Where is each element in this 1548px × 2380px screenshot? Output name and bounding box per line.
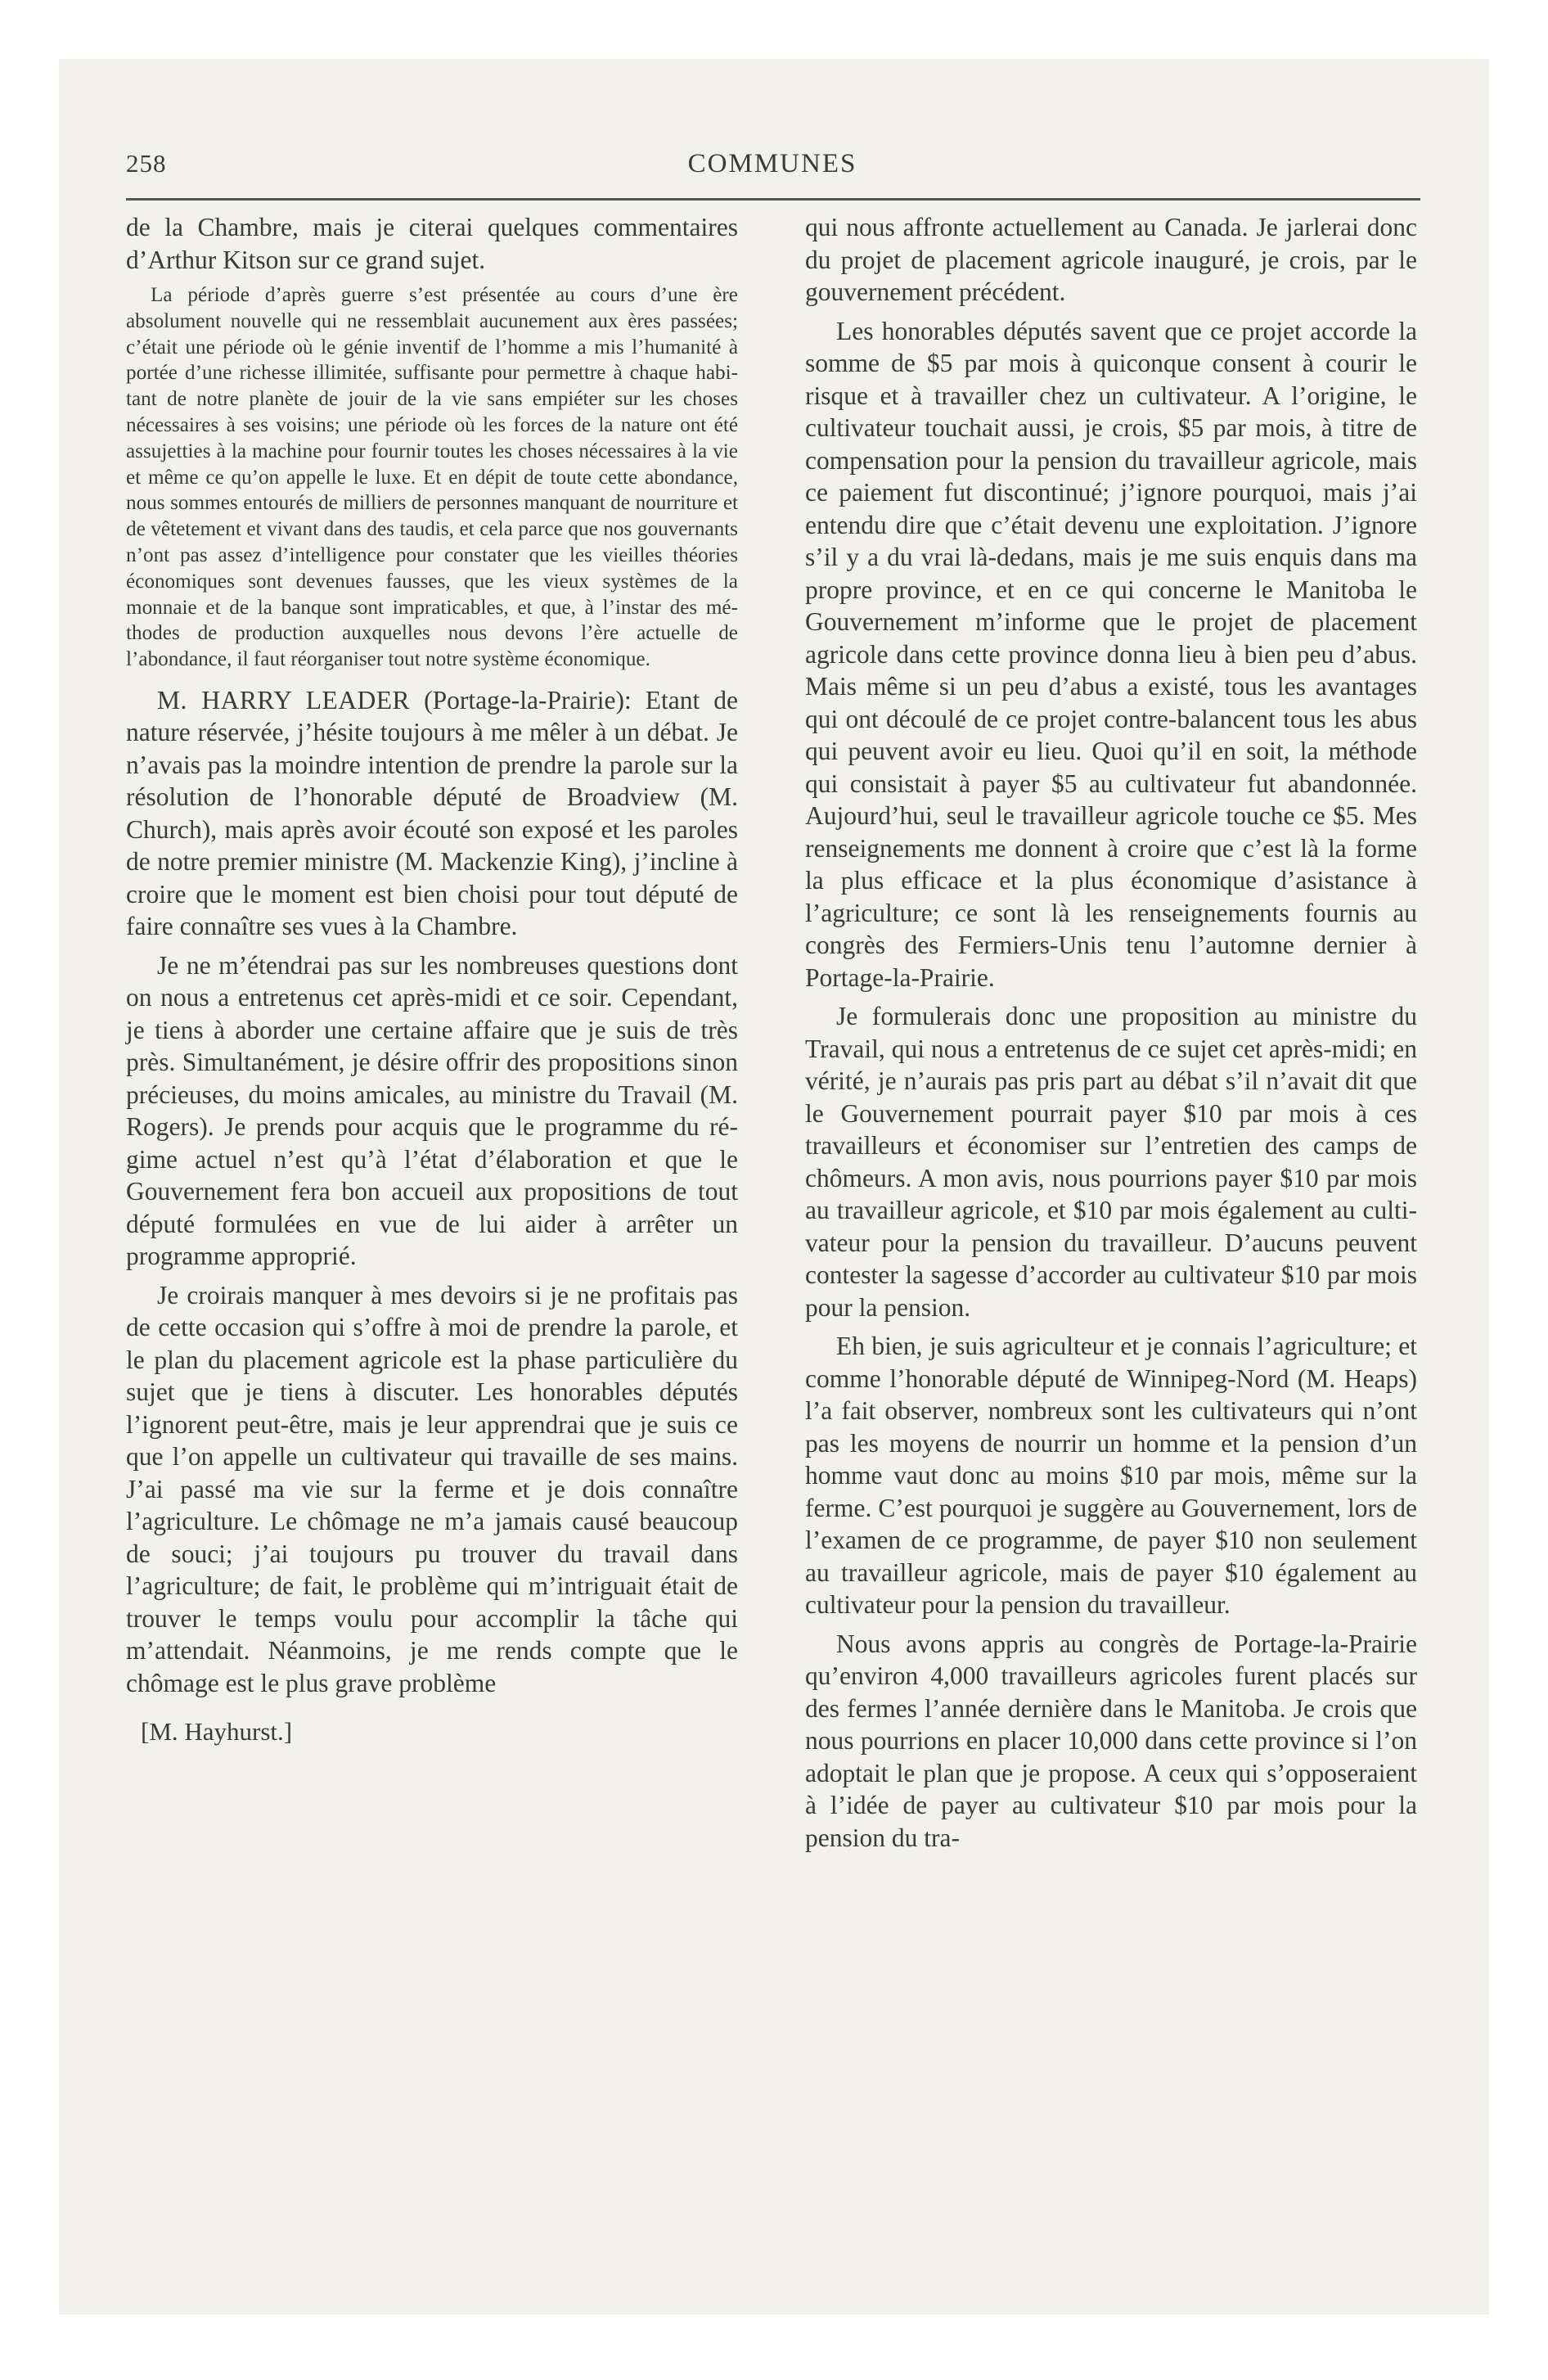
header-rule	[126, 198, 1420, 201]
page-sheet	[59, 59, 1489, 2315]
left-paragraph-2: Etant de nature réservée, j’hésite toujours à me mêler à un débat. Je n’avais pas la moindre intention de prendre la parole sur la résolution de l’honorable député de Broadview (M. Church), mais après avoir écouté son exposé et les paroles de notre premier ministre (M. Mackenzie King), j’incline à croire que le moment est bien choisi pour tout député de faire connaître ses vues à la Chambre.	[126, 685, 738, 941]
right-paragraph-1: qui nous affronte actuellement au Canada. Je jarlerai donc du projet de placement agricole inauguré, je crois, par le gouvernement précédent.	[805, 213, 1417, 306]
speaker-name: M. HARRY LEADER	[157, 685, 411, 714]
left-paragraph-3: Je ne m’étendrai pas sur les nombreuses questions dont on nous a entretenus cet après-midi et ce soir. Cependant, je tiens à aborder une certaine affaire que je suis de très près. Simultanément, je désire offrir des propositions sinon précieuses, du moins amicales, au ministre du Travail (M. Rogers). Je prends pour acquis que le programme du régime actuel n’est qu’à l’état d’élaboration et que le Gouvernement fera bon accueil aux propositions de tout député formulées en vue de lui aider à arrêter un programme approprié.	[126, 950, 738, 1271]
speech-opening	[126, 684, 738, 943]
page-number: 258	[126, 149, 167, 178]
right-paragraph-4: Eh bien, je suis agriculteur et je connais l’agriculture; et comme l’honorable député de Winnipeg-Nord (M. Heaps) l’a fait observer, nombreux sont les cultivateurs qui n’ont pas les moyens de nourrir un homme et la pension d’un homme vaut donc au moins $10 par mois, même sur la ferme. C’est pourquoi je suggère au Gouvernement, lors de l’examen de ce programme, de payer $10 non seulement au travailleur agricole, mais de payer $10 également au cultivateur pour la pension du travailleur.	[805, 1332, 1417, 1619]
speaker-riding: (Portage-la-Prairie):	[410, 685, 632, 714]
kitson-quotation: La période d’après guerre s’est présentée au cours d’une ère absolument nouvelle qui ne ressemblait aucunement aux ères passées; c’était une période où le génie inventif de l’homme a mis l’humanité à portée d’une richesse illimitée, suffisante pour permettre à chaque habitant de notre planète de jouir de la vie sans empiéter sur les choses nécessaires à ses voisins; une période où les forces de la nature ont été assujetties à la machine pour fournir toutes les choses nécessaires à la vie et même ce qu’on appelle le luxe. Et en dépit de toute cette abondance, nous sommes entourés de milliers de personnes manquant de nourriture et de vêtetement et vivant dans des taudis, et cela parce que nos gouvernants n’ont pas assez d’intelligence pour constater que les vieilles théories économiques sont devenues fausses, que les vieux systèmes de la monnaie et de la banque sont impraticables, et que, à l’instar des méthodes de production auxquelles nous devons l’ère actuelle de l’abondance, il faut réorganiser tout notre système économique.	[126, 284, 738, 671]
left-column	[126, 211, 738, 1748]
right-paragraph-2: Les honorables députés savent que ce projet accorde la somme de $5 par mois à quiconque consent à courir le risque et à travailler chez un cultivateur. A l’origine, le cultivateur touchait aussi, je crois, $5 par mois, à titre de compensation pour la pension du travailleur agricole, mais ce paiement fut discontinué; j’ignore pourquoi, mais j’ai entendu dire que c’était devenu une exploitation. J’ignore s’il y a du vrai là-dedans, mais je me suis enquis dans ma propre province, et en ce qui concerne le Manitoba le Gouvernement m’informe que le projet de placement agricole dans cette province donna lieu à bien peu d’abus. Mais même si un peu d’abus a existé, tous les avantages qui ont découlé de ce projet contre-balancent tous les abus qui peuvent avoir eu lieu. Quoi qu’il en soit, la méthode qui consistait à payer $5 au cultivateur fut abandonnée. Aujourd’hui, seul le travailleur agricole touche ce $5. Mes renseignements me donnent à croire que c’est là la forme la plus efficace et la plus économique d’asistance à l’agriculture; ce sont là les renseignements fournis au congrès des Fermiers-Unis tenu l’automne dernier à Portage-la-Prairie.	[805, 316, 1417, 992]
running-head: COMMUNES	[687, 149, 857, 178]
left-paragraph-4: Je croirais manquer à mes devoirs si je ne profitais pas de cette occasion qui s’offre à moi de prendre la parole, et le plan du placement agricole est la phase particulière du sujet que je tiens à discuter. Les honorables députés l’ignorent peut-être, mais je leur apprendrai que je suis ce que l’on appelle un cultivateur qui travaille de ses mains. J’ai passé ma vie sur la ferme et je dois connaître l’agriculture. Le chômage ne m’a jamais causé beaucoup de souci; j’ai toujours pu trouver du travail dans l’agriculture; de fait, le problème qui m’intriguait était de trouver le temps voulu pour accomplir la tâche qui m’attendait. Néanmoins, je me rends compte que le chômage est le plus grave problème	[126, 1280, 738, 1697]
right-column	[805, 211, 1417, 1854]
previous-speaker-note: [M. Hayhurst.]	[141, 1717, 293, 1747]
right-paragraph-3: Je formulerais donc une proposition au ministre du Travail, qui nous a entretenus de ce sujet cet après-midi; en vérité, je n’aurais pas pris part au débat s’il n’avait dit que le Gouvernement pourrait payer $10 par mois à ces travailleurs et économiser sur l’entretien des camps de chômeurs. A mon avis, nous pourrions payer $10 par mois au travailleur agricole, et $10 par mois également au cultivateur pour la pension du travailleur. D’aucuns peuvent contester la sagesse d’accorder au cultivateur $10 par mois pour la pension.	[805, 1002, 1417, 1322]
right-paragraph-5: Nous avons appris au congrès de Portage-la-Prairie qu’environ 4,000 travailleurs agricoles furent placés sur des fermes l’année dernière dans le Manitoba. Je crois que nous pourrions en placer 10,000 dans cette province si l’on adoptait le plan que je propose. A ceux qui s’opposeraient à l’idée de payer au cultivateur $10 par mois pour la pension du tra-	[805, 1629, 1417, 1852]
page-header	[126, 149, 1419, 195]
left-paragraph-1: de la Chambre, mais je citerai quelques commentaires d’Arthur Kitson sur ce grand sujet.	[126, 213, 738, 274]
